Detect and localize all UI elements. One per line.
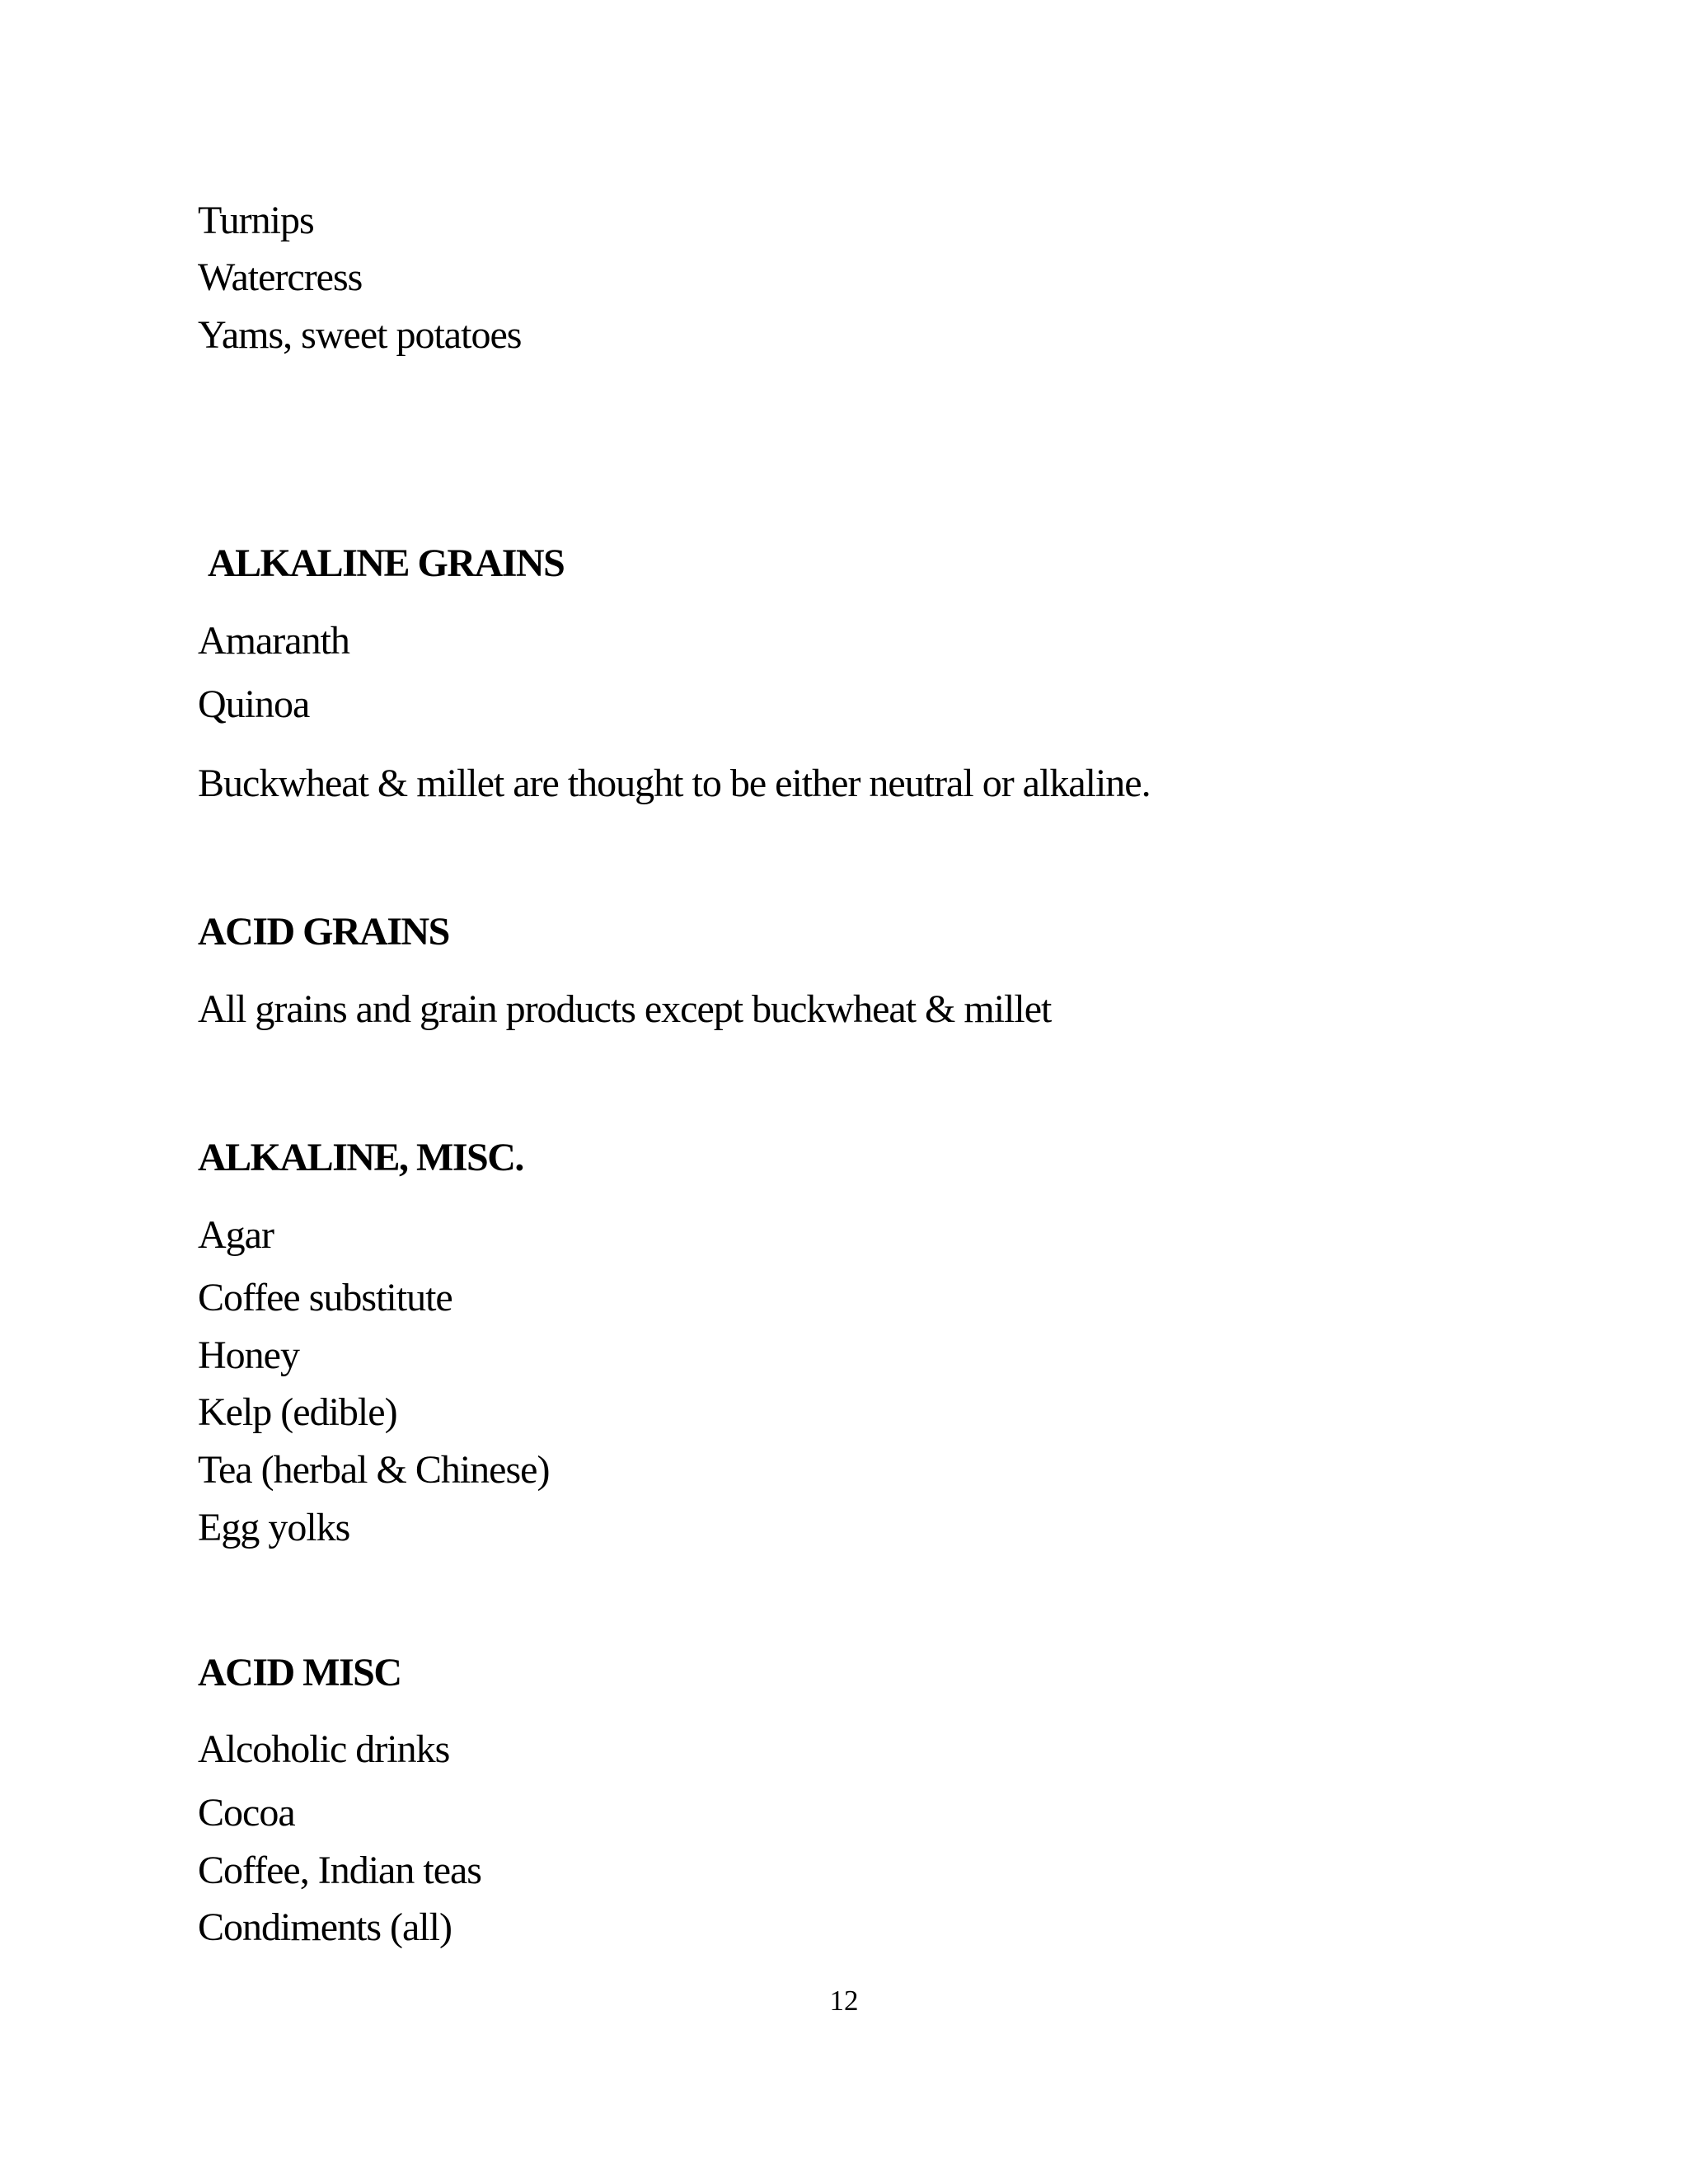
list-item: Coffee substitute [198, 1276, 452, 1319]
list-item: Turnips [198, 199, 314, 242]
list-item: Yams, sweet potatoes [198, 313, 522, 357]
list-item: Cocoa [198, 1791, 295, 1835]
page-number: 12 [829, 1985, 859, 2017]
section-note: All grains and grain products except buckwheat & millet [198, 987, 1052, 1031]
section-heading-acid-misc: ACID MISC [198, 1651, 401, 1694]
section-heading-acid-grains: ACID GRAINS [198, 910, 449, 954]
list-item: Kelp (edible) [198, 1390, 397, 1434]
list-item: Watercress [198, 255, 363, 299]
list-item: Quinoa [198, 682, 310, 726]
list-item: Agar [198, 1213, 274, 1257]
list-item: Alcoholic drinks [198, 1727, 450, 1771]
section-note: Buckwheat & millet are thought to be either neutral or alkaline. [198, 762, 1151, 805]
list-item: Tea (herbal & Chinese) [198, 1448, 550, 1492]
list-item: Coffee, Indian teas [198, 1849, 481, 1892]
section-heading-alkaline-grains: ALKALINE GRAINS [208, 541, 565, 585]
list-item: Amaranth [198, 619, 349, 663]
list-item: Honey [198, 1333, 299, 1377]
section-heading-alkaline-misc: ALKALINE, MISC. [198, 1136, 523, 1179]
list-item: Condiments (all) [198, 1905, 452, 1949]
list-item: Egg yolks [198, 1506, 350, 1549]
